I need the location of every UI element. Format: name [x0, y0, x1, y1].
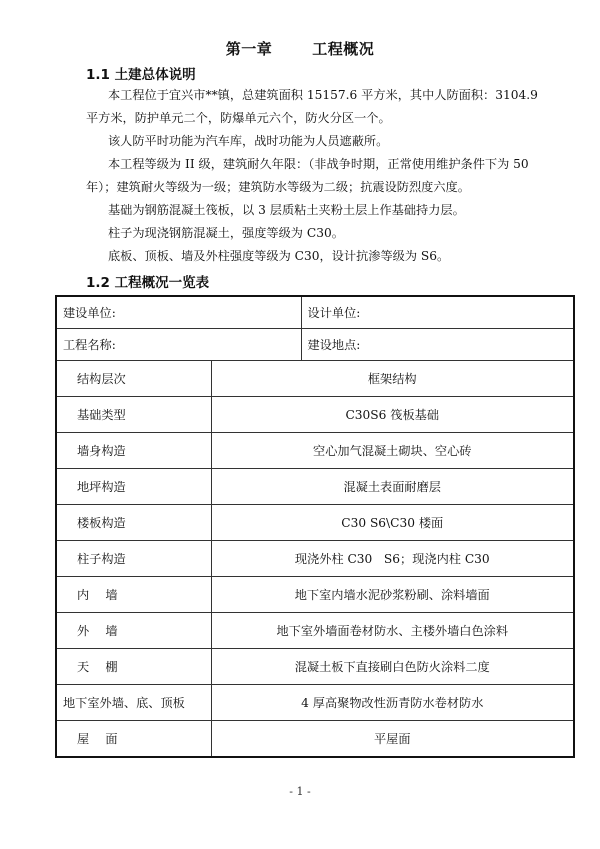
row-value: 混凝土表面耐磨层 [211, 469, 574, 505]
section-heading-1-1: 1.1 土建总体说明 [86, 67, 196, 83]
row-value: 4 厚高聚物改性沥青防水卷材防水 [211, 685, 574, 721]
table-row [56, 397, 574, 433]
table-row [56, 613, 574, 649]
row-label: 外 墙 [56, 613, 211, 649]
construction-unit-cell: 建设单位: [56, 296, 301, 329]
row-value: 地下室内墙水泥砂浆粉刷、涂料墙面 [211, 577, 574, 613]
row-label: 地下室外墙、底、顶板 [56, 685, 211, 721]
chapter-title [0, 38, 600, 59]
row-value: 混凝土板下直接刷白色防火涂料二度 [211, 649, 574, 685]
paragraph-location: 本工程位于宜兴市**镇，总建筑面积 15157.6 平方米，其中人防面积：3104.9 平方米，防护单元二个，防爆单元六个，防火分区一个。 [86, 88, 538, 125]
row-label: 楼板构造 [56, 505, 211, 541]
row-label: 基础类型 [56, 397, 211, 433]
table-row [56, 505, 574, 541]
table-row [56, 329, 574, 361]
row-value: 地下室外墙面卷材防水、主楼外墙白色涂料 [211, 613, 574, 649]
paragraph-function: 该人防平时功能为汽车库，战时功能为人员遮蔽所。 [108, 134, 389, 148]
table-row [56, 361, 574, 397]
table-row [56, 721, 574, 758]
design-unit-cell: 设计单位: [301, 296, 574, 329]
table-row [56, 296, 574, 329]
chapter-name: 工程概况 [312, 40, 375, 58]
paragraph-columns: 柱子为现浇钢筋混凝土，强度等级为 C30。 [108, 226, 344, 240]
row-value: 平屋面 [211, 721, 574, 758]
table-row [56, 649, 574, 685]
section-heading-1-2: 1.2 工程概况一览表 [86, 275, 210, 291]
row-value: C30 S6\C30 楼面 [211, 505, 574, 541]
table-row [56, 577, 574, 613]
table-row [56, 541, 574, 577]
row-value: 现浇外柱 C30 S6；现浇内柱 C30 [211, 541, 574, 577]
row-label: 天 棚 [56, 649, 211, 685]
construction-site-cell: 建设地点: [301, 329, 574, 361]
row-label: 屋 面 [56, 721, 211, 758]
row-label: 结构层次 [56, 361, 211, 397]
table-row [56, 469, 574, 505]
row-label: 墙身构造 [56, 433, 211, 469]
row-label: 柱子构造 [56, 541, 211, 577]
paragraph-slabs: 底板、顶板、墙及外柱强度等级为 C30，设计抗渗等级为 S6。 [108, 249, 450, 263]
project-name-cell: 工程名称: [56, 329, 301, 361]
page-number: - 1 - [289, 785, 311, 798]
paragraph-grade: 本工程等级为 II 级，建筑耐久年限：（非战争时期，正常使用维护条件下为 50 年）；建筑耐火等级为一级；建筑防水等级为二级；抗震设防烈度六度。 [86, 157, 529, 194]
row-value: 空心加气混凝土砌块、空心砖 [211, 433, 574, 469]
row-value: 框架结构 [211, 361, 574, 397]
project-overview-table [55, 295, 575, 758]
row-value: C30S6 筏板基础 [211, 397, 574, 433]
table-row [56, 685, 574, 721]
row-label: 地坪构造 [56, 469, 211, 505]
chapter-number: 第一章 [225, 40, 273, 58]
paragraph-foundation: 基础为钢筋混凝土筏板，以 3 层质粘土夹粉土层上作基础持力层。 [108, 203, 465, 217]
row-label: 内 墙 [56, 577, 211, 613]
table-row [56, 433, 574, 469]
